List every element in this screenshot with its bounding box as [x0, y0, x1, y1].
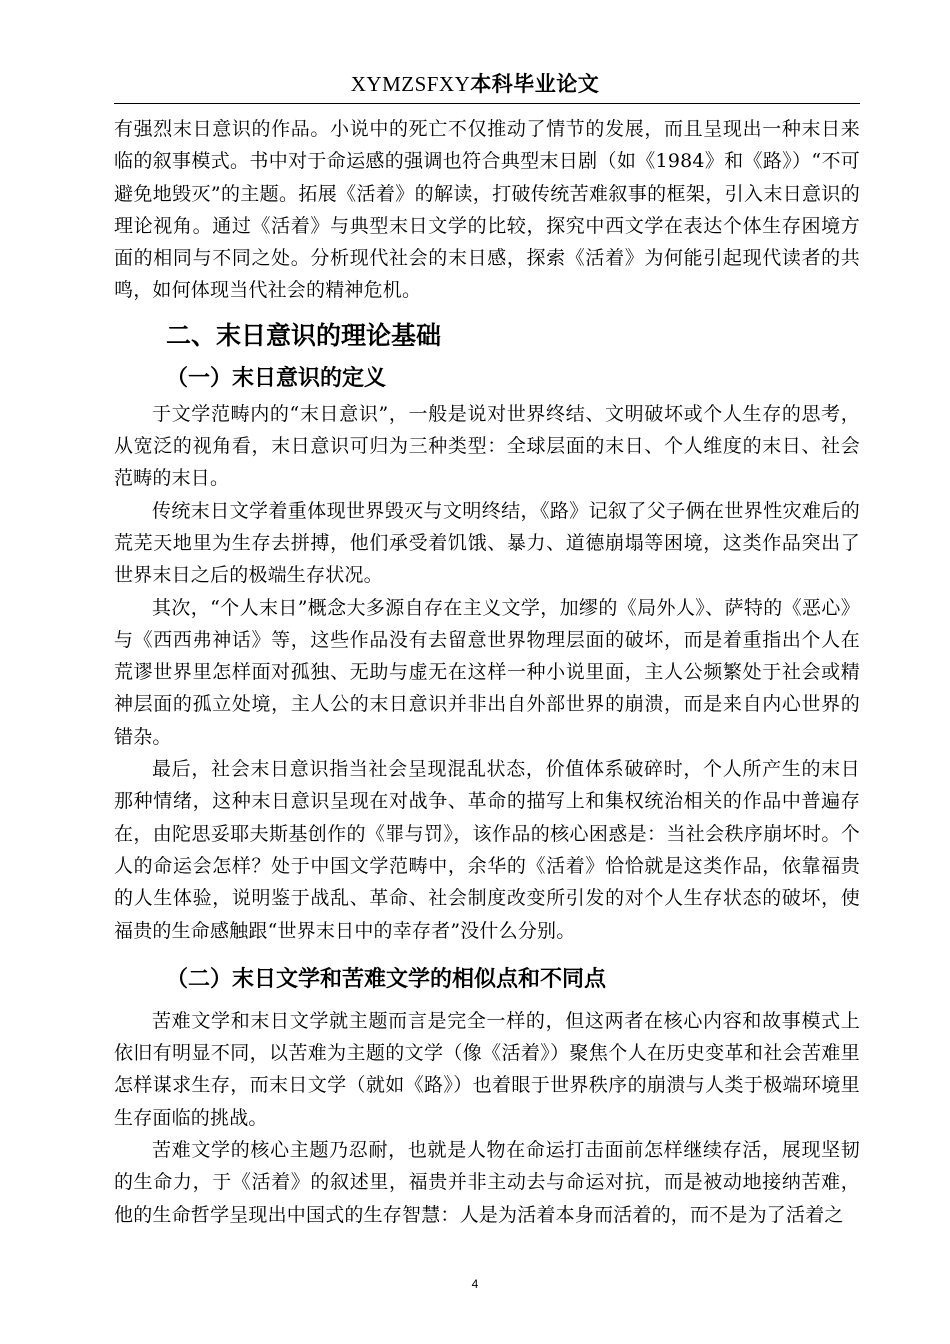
page-number: 4: [471, 1277, 479, 1291]
header-rule: [114, 103, 860, 104]
page-header: [0, 70, 950, 98]
header-thesis-title: 本科毕业论文: [470, 72, 600, 96]
paragraph: 传统末日文学着重体现世界毁灭与文明终结，《路》记叙了父子俩在世界性灾难后的荒芜天地里为生存去拼搏，他们承受着饥饿、暴力、道德崩塌等困境，这类作品突出了世界末日之后的极端生存状况。: [114, 499, 860, 587]
body-content: [114, 113, 860, 1231]
subsection-heading-comparison: （二）末日文学和苦难文学的相似点和不同点: [166, 966, 607, 992]
paragraph-continued: 有强烈末日意识的作品。小说中的死亡不仅推动了情节的发展，而且呈现出一种末日来临的叙事模式。书中对于命运感的强调也符合典型末日剧（如《1984》和《路》）“不可避免地毁灭”的主题。拓展《活着》的解读，打破传统苦难叙事的框架，引入末日意识的理论视角。通过《活着》与典型末日文学的比较，探究中西文学在表达个体生存困境方面的相同与不同之处。分析现代社会的末日感，探索《活着》为何能引起现代读者的共鸣，如何体现当代社会的精神危机。: [114, 118, 860, 302]
subsection-heading-definition: （一）末日意识的定义: [166, 365, 387, 391]
section-heading: 二、末日意识的理论基础: [166, 320, 442, 350]
paragraph: 苦难文学和末日文学就主题而言是完全一样的，但这两者在核心内容和故事模式上依旧有明显不同，以苦难为主题的文学（像《活着》）聚焦个人在历史变革和社会苦难里怎样谋求生存，而末日文学（就如《路》）也着眼于世界秩序的崩溃与人类于极端环境里生存面临的挑战。: [114, 1009, 860, 1129]
paragraph: 其次，“个人末日”概念大多源自存在主义文学，加缪的《局外人》、萨特的《恶心》与《西西弗神话》等，这些作品没有去留意世界物理层面的破坏，而是着重指出个人在荒谬世界里怎样面对孤独、无助与虚无在这样一种小说里面，主人公频繁处于社会或精神层面的孤立处境，主人公的末日意识并非出自外部世界的崩溃，而是来自内心世界的错杂。: [114, 596, 860, 748]
paragraph: 于文学范畴内的“末日意识”，一般是说对世界终结、文明破坏或个人生存的思考，从宽泛的视角看，末日意识可归为三种类型：全球层面的末日、个人维度的末日、社会范畴的末日。: [114, 402, 860, 490]
header-school-code: XYMZSFXY: [350, 72, 471, 96]
paragraph: 最后，社会末日意识指当社会呈现混乱状态，价值体系破碎时，个人所产生的末日那种情绪，这种末日意识呈现在对战争、革命的描写上和集权统治相关的作品中普遍存在，由陀思妥耶夫斯基创作的《罪与罚》，该作品的核心困惑是：当社会秩序崩坏时。个人的命运会怎样？处于中国文学范畴中，余华的《活着》恰恰就是这类作品，依靠福贵的人生体验，说明鉴于战乱、革命、社会制度改变所引发的对个人生存状态的破坏，使福贵的生命感触跟“世界末日中的幸存者”没什么分别。: [114, 758, 860, 942]
paragraph: 苦难文学的核心主题乃忍耐，也就是人物在命运打击面前怎样继续存活，展现坚韧的生命力，于《活着》的叙述里，福贵并非主动去与命运对抗，而是被动地接纳苦难，他的生命哲学呈现出中国式的生存智慧：人是为活着本身而活着的，而不是为了活着之: [114, 1139, 860, 1226]
